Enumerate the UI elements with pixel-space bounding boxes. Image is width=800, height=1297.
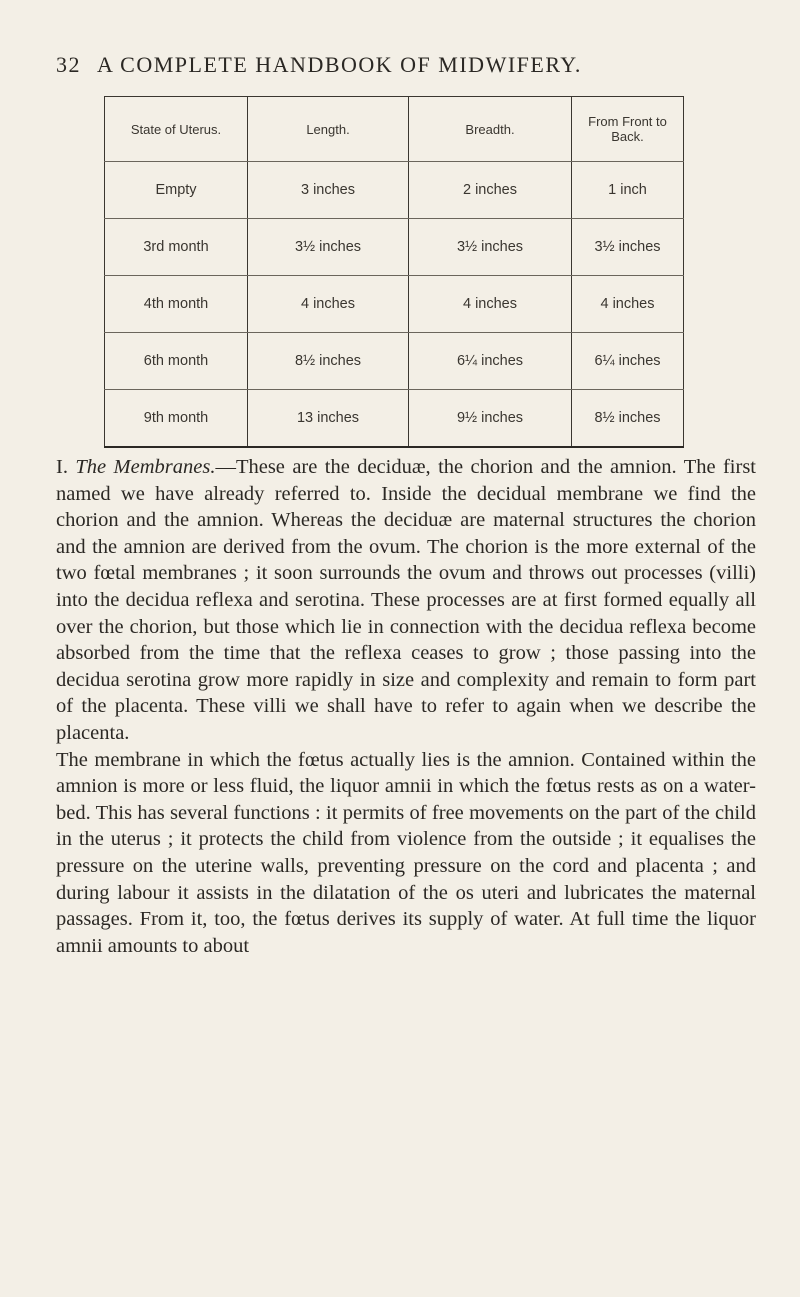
cell-length: 13 inches <box>248 390 409 448</box>
header-breadth: Breadth. <box>409 97 572 162</box>
cell-front-to-back: 1 inch <box>572 162 684 219</box>
table-row <box>105 219 684 276</box>
table-row <box>105 333 684 390</box>
cell-front-to-back: 3½ inches <box>572 219 684 276</box>
header-length: Length. <box>248 97 409 162</box>
paragraph: The membrane in which the fœtus actually lies is the amnion. Contained within the amnion is more or less fluid, the liquor amnii in which the fœtus rests as on a water-bed. This has several functions : it permits of free movements on the part of the child in the uterus ; it protects the child from violence from the outside ; it equalises the pressure on the uterine walls, preventing pressure on the cord and placenta ; and during labour it assists in the dilatation of the os uteri and lubricates the maternal passages. From it, too, the fœtus derives its supply of water. At full time the liquor amnii amounts to about <box>56 748 756 957</box>
cell-length: 3½ inches <box>248 219 409 276</box>
running-title: A COMPLETE HANDBOOK OF MIDWIFERY. <box>97 52 582 77</box>
running-head <box>56 52 756 78</box>
header-front-to-back: From Front to Back. <box>572 97 684 162</box>
table-row <box>105 276 684 333</box>
paragraph <box>56 454 756 747</box>
table-row <box>105 390 684 448</box>
cell-front-to-back: 8½ inches <box>572 390 684 448</box>
uterus-dimensions-table <box>104 96 684 448</box>
cell-breadth: 2 inches <box>409 162 572 219</box>
cell-state: 9th month <box>105 390 248 448</box>
header-state: State of Uterus. <box>105 97 248 162</box>
table-row <box>105 162 684 219</box>
page-number: 32 <box>56 52 81 77</box>
cell-state: 3rd month <box>105 219 248 276</box>
paragraph-text: —These are the deciduæ, the chorion and the amnion. The first named we have already referred to. Inside the decidual membrane we find the chorion and the amnion. Whereas the deciduæ are maternal structures the chorion and the amnion are derived from the ovum. The chorion is the more external of the two fœtal membranes ; it soon surrounds the ovum and throws out processes (villi) into the decidua reflexa and serotina. These processes are at first formed equally all over the chorion, but those which lie in connection with the decidua reflexa become absorbed from the time that the reflexa ceases to grow ; those passing into the decidua serotina grow more rapidly in size and complexity and remain to form part of the placenta. These villi we shall have to refer to again when we describe the placenta. <box>56 456 756 744</box>
body-text <box>56 454 756 959</box>
cell-breadth: 4 inches <box>409 276 572 333</box>
uterus-dimensions-table-wrap <box>104 96 684 448</box>
cell-length: 3 inches <box>248 162 409 219</box>
cell-front-to-back: 4 inches <box>572 276 684 333</box>
cell-breadth: 6¼ inches <box>409 333 572 390</box>
table-header-row <box>105 97 684 162</box>
cell-breadth: 3½ inches <box>409 219 572 276</box>
cell-length: 8½ inches <box>248 333 409 390</box>
cell-state: 6th month <box>105 333 248 390</box>
cell-breadth: 9½ inches <box>409 390 572 448</box>
cell-state: Empty <box>105 162 248 219</box>
cell-state: 4th month <box>105 276 248 333</box>
cell-front-to-back: 6¼ inches <box>572 333 684 390</box>
section-heading: The Membranes. <box>75 456 216 478</box>
cell-length: 4 inches <box>248 276 409 333</box>
section-number: I. <box>56 456 68 478</box>
